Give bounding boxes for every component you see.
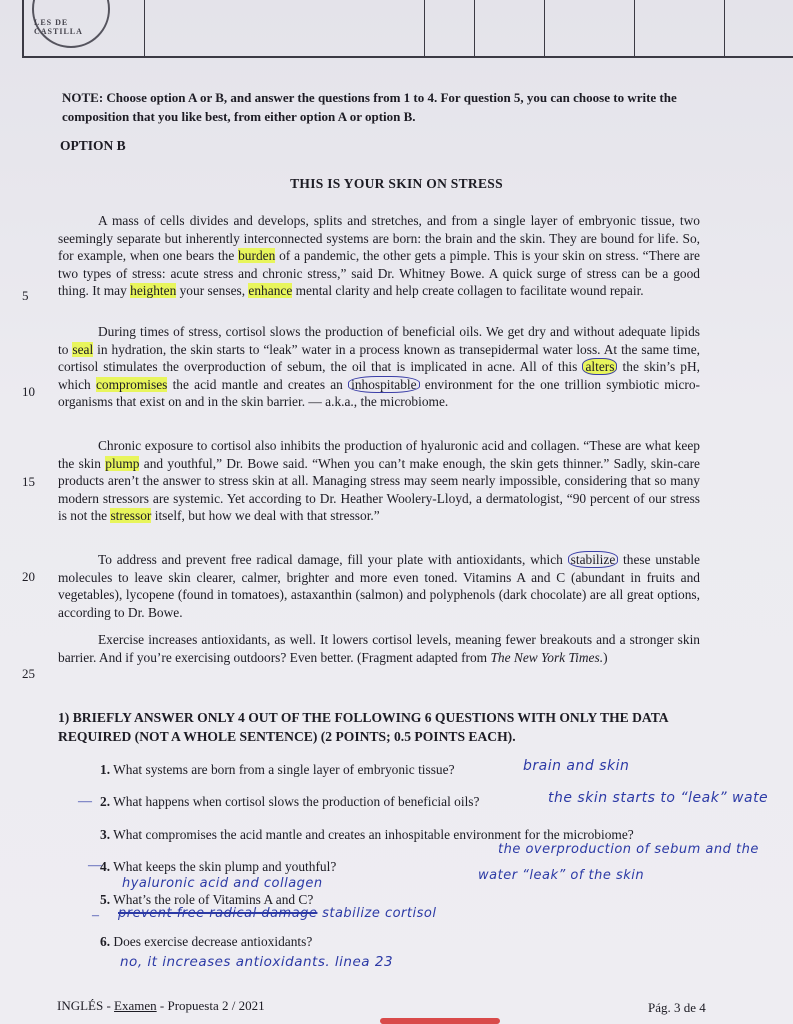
text-span: Chronic exposure to cortisol also inhibits the production of hyaluronic acid and collagen. “These are what keep the skin — [58, 438, 700, 471]
instructions-note: NOTE: Choose option A or B, and answer the questions from 1 to 4. For question 5, you can choose to write the composition that you like best, from either option A or option B. — [62, 90, 677, 124]
question-number: 2. — [100, 794, 111, 809]
footer-underlined: Examen — [114, 998, 157, 1013]
highlighted-word: enhance — [248, 283, 293, 299]
table-cell — [634, 0, 635, 56]
article-title: THIS IS YOUR SKIN ON STRESS — [290, 176, 503, 191]
footer-left — [57, 998, 265, 1014]
dash-mark: – — [92, 908, 99, 923]
text-span: your senses, — [176, 283, 249, 299]
handwritten-answer-1: brain and skin — [523, 758, 630, 774]
line-number: 15 — [22, 474, 35, 489]
text-span: A mass of cells divides and develops, splits and stretches, and from a single layer of embryonic tissue, two seemingly separate but inherently interconnected systems are born: the brain and the skin. They are bound for life. So, for example, when one bears the — [58, 213, 700, 264]
dash-mark: — — [88, 858, 102, 873]
question-3 — [100, 827, 634, 843]
text-span: the skin’s pH, which — [58, 359, 700, 392]
text-span: of a pandemic, the other gets a pimple. This is your skin on stress. “There are two types of stress: acute stress and chronic stress,” said Dr. Whitney Bowe. A quick surge of stress can be a good thing. It may — [58, 248, 700, 299]
red-mark — [380, 1018, 500, 1024]
highlighted-word: stressor — [110, 508, 152, 524]
answer-text: stabilize cortisol — [322, 906, 437, 921]
source-italic: The New York Times. — [490, 649, 604, 665]
question-text: What compromises the acid mantle and creates an inhospitable environment for the microbiome? — [113, 827, 634, 842]
header-table — [22, 0, 793, 58]
text-span: During times of stress, cortisol slows the production of beneficial oils. We get dry and without adequate lipids to — [58, 324, 700, 357]
question-6 — [100, 934, 312, 950]
text-span: ) — [603, 649, 608, 665]
question-number: 3. — [100, 827, 111, 842]
handwritten-answer-4: hyaluronic acid and collagen — [122, 876, 323, 891]
handwritten-answer-5 — [118, 906, 436, 921]
handwritten-answer-2: the skin starts to “leak” wate — [548, 790, 769, 806]
paragraph-2 — [58, 323, 700, 411]
questions-heading: 1) BRIEFLY ANSWER ONLY 4 OUT OF THE FOLLOWING 6 QUESTIONS WITH ONLY THE DATA REQUIRED (NOT A WHOLE SENTENCE) (2 POINTS; 0.5 POINTS EACH). — [58, 710, 668, 744]
question-text: What happens when cortisol slows the production of beneficial oils? — [113, 794, 480, 809]
table-cell — [144, 0, 145, 56]
paragraph-4 — [58, 551, 700, 621]
paragraph-1 — [58, 212, 700, 300]
question-2 — [100, 794, 479, 810]
text-span: To address and prevent free radical damage, fill your plate with antioxidants, which — [98, 552, 568, 567]
text-span: mental clarity and help create collagen to facilitate wound repair. — [292, 283, 644, 299]
footer-text: - Propuesta 2 / 2021 — [156, 998, 265, 1013]
question-1 — [100, 762, 455, 778]
crossed-out-text: prevent free radical damage — [118, 906, 318, 921]
line-number: 25 — [22, 666, 35, 681]
question-text: What’s the role of Vitamins A and C? — [113, 892, 314, 907]
circled-word: stabilize — [568, 551, 619, 568]
question-4 — [100, 859, 336, 875]
footer-text: INGLÉS - — [57, 998, 115, 1013]
page-number: Pág. 3 de 4 — [648, 1000, 706, 1015]
table-cell — [724, 0, 725, 56]
circled-word: alters — [582, 358, 617, 375]
highlighted-word: plump — [105, 455, 140, 471]
line-number: 10 — [22, 384, 35, 399]
table-cell — [424, 0, 425, 56]
question-number: 4. — [100, 859, 111, 874]
question-number: 6. — [100, 934, 111, 949]
text-span: Exercise increases antioxidants, as well. It lowers cortisol levels, meaning fewer breakouts and a stronger skin barrier. And if you’re exercising outdoors? Even better. (Fragment adapted from — [58, 632, 700, 665]
circled-word: inhospitable — [348, 376, 419, 393]
dash-mark: — — [78, 794, 92, 809]
question-text: Does exercise decrease antioxidants? — [113, 934, 313, 949]
table-cell — [544, 0, 545, 56]
text-span: environment for the one trillion symbiotic micro-organisms that exist on and in the skin barrier. — a.k.a., the microbiome. — [58, 376, 701, 410]
question-number: 5. — [100, 892, 111, 907]
highlighted-word: burden — [238, 248, 276, 264]
highlighted-word: compromises — [95, 376, 168, 392]
handwritten-answer-3-continued: water “leak” of the skin — [478, 868, 645, 883]
university-seal: LES DE CASTILLA — [32, 0, 110, 48]
question-text: What keeps the skin plump and youthful? — [113, 859, 337, 874]
question-number: 1. — [100, 762, 111, 777]
paragraph-3 — [58, 437, 700, 525]
highlighted-word: heighten — [130, 283, 177, 299]
handwritten-answer-3: the overproduction of sebum and the — [498, 842, 759, 857]
text-span: itself, but how we deal with that stressor.” — [151, 508, 380, 524]
text-span: and youthful,” Dr. Bowe said. “When you can’t make enough, the skin gets thinner.” Sadly, skin-care products aren’t the answer to stress skin at all. Managing stress may seem nearly impossible, considering that so many modern stressors are systemic. Yet according to Dr. Heather Woolery-Lloyd, a dermatologist, “90 percent of our stress is not the — [58, 455, 700, 524]
question-text: What systems are born from a single layer of embryonic tissue? — [113, 762, 455, 777]
table-cell — [474, 0, 475, 56]
line-number: 20 — [22, 569, 35, 584]
line-number: 5 — [22, 288, 29, 303]
text-span: in hydration, the skin starts to “leak” water in a process known as transepidermal water loss. At the same time, cortisol stimulates the overproduction of sebum, the oil that is implicated in acne. All of this — [58, 341, 700, 375]
paragraph-5 — [58, 631, 700, 666]
text-span: these unstable molecules to leave skin clearer, calmer, brighter and more even toned. Vitamins A and C (abundant in fruits and vegetables), lycopene (found in tomatoes), astaxanthin (salmon) and polyphenols (dark chocolate) are all great options, according to Dr. Bowe. — [58, 552, 700, 620]
handwritten-answer-6: no, it increases antioxidants. linea 23 — [120, 954, 394, 970]
option-heading: OPTION B — [60, 138, 126, 153]
text-span: the acid mantle and creates an — [167, 376, 349, 392]
highlighted-word: seal — [72, 341, 94, 357]
